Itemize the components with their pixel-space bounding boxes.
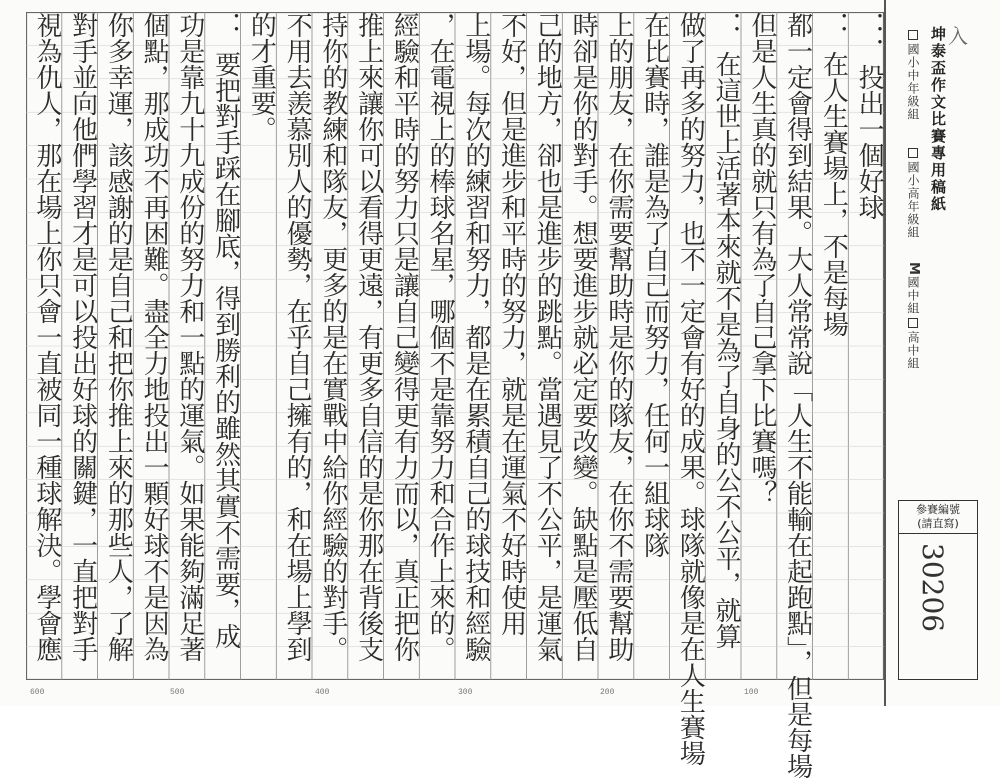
text-column: 持你的教練和隊友，更多的是在實戰中給你經驗的對手。	[317, 12, 348, 662]
scale-mark: 300	[458, 688, 473, 697]
text-column: ，在電視上的棒球名星，哪個不是靠努力和合作上來的。	[425, 12, 456, 662]
text-column: 但是人生真的就只有為了自己拿下比賽嗎？	[746, 12, 777, 506]
entry-number: 30206	[916, 543, 949, 633]
text-column: 不用去羨慕別人的優勢，在乎自己擁有的，和在場上學到	[282, 12, 313, 662]
scale-mark: 400	[315, 688, 330, 697]
text-column: 己的地方，卻也是進步的跳點。當遇見了不公平，是運氣	[532, 12, 563, 662]
text-column: ．．在這世上活著本來就不是為了自身的公不公平，就算	[711, 12, 742, 649]
text-column: 做了再多的努力，也不一定會有好的成果。球隊就像是在人生賽場	[675, 12, 706, 766]
text-column: 對手並向他們學習才是可以投出好球的關鍵，一直把對手	[67, 12, 98, 662]
checkbox-icon[interactable]	[908, 30, 918, 40]
text-column: 不好，但是進步和平時的努力，就是在運氣不好時使用	[496, 12, 527, 636]
text-column: 的才重要。	[246, 12, 277, 142]
scale-mark: 600	[30, 688, 45, 697]
checkbox-icon[interactable]	[908, 148, 918, 158]
text-column: 在比賽時，誰是為了自己而努力，任何一組球隊	[639, 12, 670, 558]
checkbox-icon[interactable]	[908, 318, 918, 328]
scale-mark: 200	[600, 688, 615, 697]
scale-mark: 100	[744, 688, 759, 697]
text-column: 經驗和平時的努力只是讓自己變得更有力而以，真正把你	[389, 12, 420, 662]
text-column: 時卻是你的對手。想要進步就必定要改變。缺點是壓低自	[568, 12, 599, 662]
text-column: 推上來讓你可以看得更遠，有更多自信的是你那在背後支	[353, 12, 384, 662]
text-column: 上的朋友，在你需要幫助時是你的隊友，在你不需要幫助	[603, 12, 634, 662]
option-senior-high[interactable]: 高中組	[905, 318, 922, 370]
text-column: 功是靠九十九成份的努力和一點的運氣。如果能夠滿足著	[174, 12, 205, 662]
entry-label: 參賽編號 (請直寫)	[899, 501, 977, 534]
form-title: 坤泰盃作文比賽專用稿紙	[929, 26, 947, 213]
text-column: ．．．投出一個好球	[854, 12, 885, 220]
scale-mark: 500	[170, 688, 185, 697]
text-column: 上場。每次的練習和努力，都是在累積自己的球技和經驗	[460, 12, 491, 662]
entry-number-box	[898, 500, 978, 680]
text-column: 你多幸運，該感謝的是自己和把你推上來的那些人，了解	[103, 12, 134, 662]
option-junior-high[interactable]: M國中組	[906, 262, 921, 315]
text-column: 視為仇人，那在場上你只會一直被同一種球解決。學會應	[31, 12, 62, 662]
text-column: 都一定會得到結果。大人常常說「人生不能輸在起跑點」，但是每場	[782, 12, 813, 779]
text-column: 個點，那成功不再困難。盡全力地投出一顆好球不是因為	[139, 12, 170, 662]
option-elementary-middle[interactable]: 國小中年級組	[905, 30, 922, 121]
corner-mark: 入	[948, 24, 968, 48]
text-column: ．．要把對手踩在腳底，得到勝利的雖然其實不需要，成	[210, 12, 241, 649]
option-elementary-upper[interactable]: 國小高年級組	[905, 148, 922, 239]
text-column: ．．在人生賽場上，不是每場	[818, 12, 849, 337]
check-mark-icon: M	[906, 262, 921, 276]
